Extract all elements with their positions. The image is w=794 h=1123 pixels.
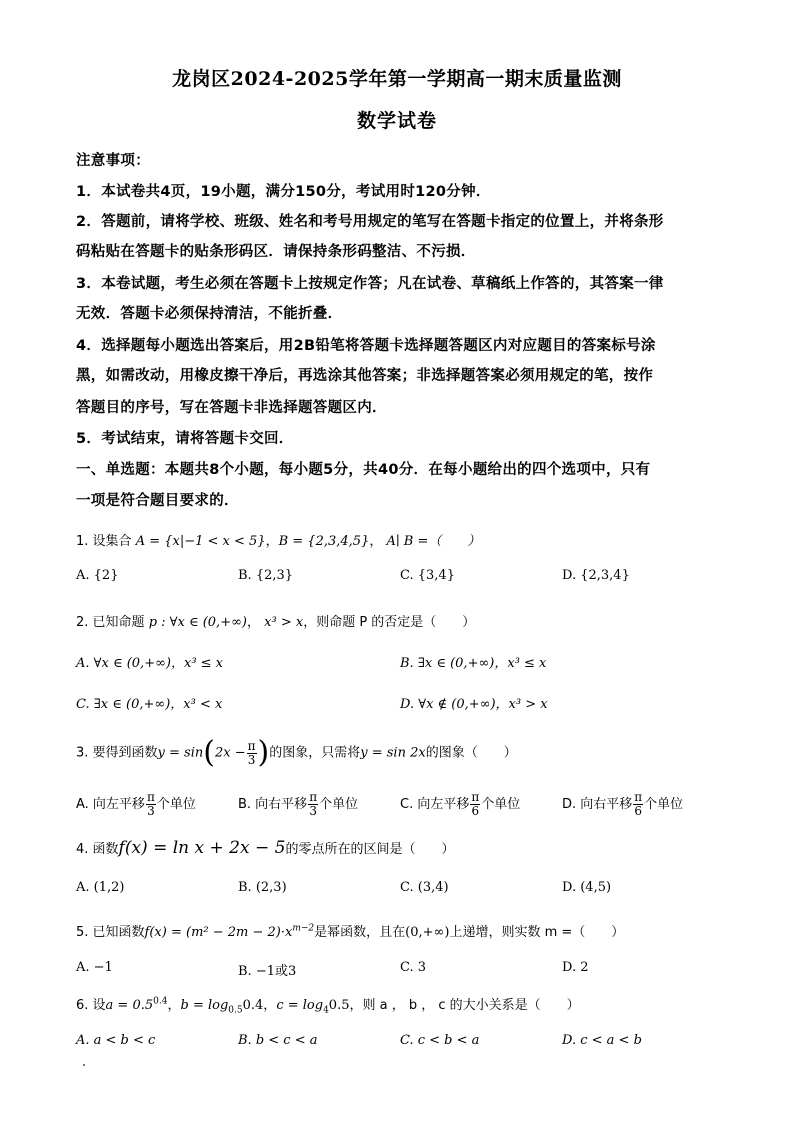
q1-prefix: 1. 设集合: [76, 534, 132, 549]
notice-line-3: 码粘贴在答题卡的贴条形码区．请保持条形码整洁、不污损．: [76, 244, 476, 260]
q5-option-c: C. 3: [400, 960, 427, 975]
q5-option-d: D. 2: [562, 960, 589, 975]
q6-b-expr: b = log: [180, 998, 229, 1013]
q3-option-c-den: 6: [471, 804, 480, 818]
q3-function-2: y = sin 2x: [360, 745, 426, 761]
q5-prefix: 5. 已知函数: [76, 925, 145, 940]
q5-function: f(x) = (m² − 2m − 2)·x: [144, 925, 293, 940]
q3-mid: 的图象，只需将: [269, 745, 361, 761]
notice-line-1: 1．本试卷共4页，19小题，满分150分，考试用时120分钟．: [76, 184, 491, 200]
q4-function: f(x) = ln x + 2x − 5: [118, 838, 286, 858]
q4-prefix: 4. 函数: [76, 842, 119, 857]
question-1: 1. 设集合 A = {x|−1 < x < 5}，B = {2,3,4,5}， A∣ B =（ ）: [76, 534, 481, 549]
q3-prefix: 3. 要得到函数: [76, 745, 158, 761]
exam-title: 龙岗区2024-2025学年第一学期高一期末质量监测: [172, 68, 622, 90]
q2-tail: ，则命题 P 的否定是（ ）: [303, 615, 476, 630]
q3-option-c-post: 个单位: [481, 797, 521, 812]
q3-option-c-pre: C. 向左平移: [400, 797, 470, 812]
q5-interval: (0,+∞): [405, 925, 450, 940]
q3-option-a-pre: A. 向左平移: [76, 797, 145, 812]
q3-option-d-post: 个单位: [644, 797, 684, 812]
q6-option-d: D. c < a < b: [562, 1033, 642, 1048]
q4-option-d: D. (4,5): [562, 880, 612, 895]
q4-option-a: A. (1,2): [76, 880, 125, 895]
question-5: [76, 921, 624, 940]
q5-option-b: B. −1或3: [238, 964, 297, 979]
q3-option-a-post: 个单位: [156, 797, 196, 812]
q3-fraction: [247, 740, 257, 767]
q3-left-paren: (: [203, 735, 215, 770]
q3-option-d-frac: [633, 791, 643, 818]
notice-line-5: 无效．答题卡必须保持清洁，不能折叠．: [76, 306, 343, 322]
notice-line-2: 2．答题前，请将学校、班级、姓名和考号用规定的笔写在答题卡指定的位置上，并将条形: [76, 214, 664, 230]
q6-a-expr: a = 0.5: [105, 998, 154, 1013]
q3-tail: 的图象（ ）: [425, 745, 517, 761]
question-6: 6. 设$a = 0.5^{0.4}$，$b = \log_{0.5}0.4$，$c = \log_40.5$，则 a ， b ， c 的大小关系是（ ）: [76, 996, 580, 1016]
question-3: [76, 735, 517, 770]
q4-option-c: C. (3,4): [400, 880, 449, 895]
q3-option-a-den: 3: [147, 804, 155, 818]
question-2: 2. 已知命题 p : ∀x ∈ (0,+∞)， x³ > x，则命题 P 的否定是（ ）: [76, 615, 476, 630]
q6-c-expr: c = log: [276, 998, 324, 1013]
q3-option-b-den: 3: [309, 804, 317, 818]
q3-option-b-frac: [308, 791, 318, 818]
q6-option-c: C. c < b < a: [400, 1033, 480, 1048]
q4-tail: 的零点所在的区间是（ ）: [285, 842, 455, 857]
q3-option-d: [562, 791, 683, 818]
q1-option-b: B. {2,3}: [238, 568, 294, 583]
q6-a-exponent: 0.4: [153, 996, 168, 1007]
q2-proposition: p : ∀x ∈ (0,+∞): [148, 615, 247, 630]
notice-line-7: 黑，如需改动，用橡皮擦干净后，再选涂其他答案；非选择题答案必须用规定的笔，按作: [76, 368, 654, 384]
q6-option-a: A. a < b < c: [76, 1033, 156, 1048]
q1-option-c: C. {3,4}: [400, 568, 455, 583]
q6-c-arg: 0.5: [328, 998, 350, 1013]
q1-set-b: B = {2,3,4,5}: [278, 534, 370, 549]
q6-option-b: B. b < c < a: [238, 1033, 318, 1048]
q5-tail: 上递增，则实数 m =（ ）: [449, 925, 625, 940]
q3-option-c-num: π: [471, 790, 480, 804]
q5-option-a: A. −1: [76, 960, 113, 975]
exam-subtitle: 数学试卷: [356, 110, 437, 132]
q2-option-c: C. ∃x ∈ (0,+∞)，x³ < x: [76, 697, 223, 712]
q1-option-a: A. {2}: [76, 568, 119, 583]
stray-dot: [83, 1064, 85, 1066]
q2-condition: x³ > x: [264, 615, 304, 630]
q1-set-a: A = {x|−1 < x < 5}: [135, 534, 266, 549]
section-heading-line-2: 一项是符合题目要求的．: [76, 493, 239, 509]
q4-option-b: B. (2,3): [238, 880, 287, 895]
q3-option-a: [76, 791, 196, 818]
q2-option-d: D. ∀x ∉ (0,+∞)，x³ > x: [400, 697, 548, 712]
q6-b-base: 0.5: [228, 1005, 243, 1016]
q3-function: y = sin: [157, 745, 204, 761]
q3-fraction-num: π: [247, 738, 256, 753]
question-4: [76, 838, 454, 858]
q3-option-d-den: 6: [634, 804, 643, 818]
q3-fraction-den: 3: [247, 752, 256, 767]
q1-option-d: D. {2,3,4}: [562, 568, 630, 583]
q3-right-paren: ): [257, 735, 270, 770]
q2-option-b: B. ∃x ∈ (0,+∞)，x³ ≤ x: [400, 656, 547, 671]
q3-option-b-post: 个单位: [319, 797, 359, 812]
q6-tail: ，则 a ， b ， c 的大小关系是（ ）: [349, 998, 580, 1013]
notice-line-6: 4．选择题每小题选出答案后，用2B铅笔将答题卡选择题答题区内对应题目的答案标号涂: [76, 338, 656, 354]
q3-option-b-num: π: [309, 790, 318, 804]
q3-option-d-pre: D. 向右平移: [562, 797, 633, 812]
q6-c-base: 4: [323, 1005, 329, 1016]
q2-prefix: 2. 已知命题: [76, 615, 145, 630]
notice-heading: 注意事项：: [76, 153, 150, 169]
q3-option-a-num: π: [146, 790, 155, 804]
q1-tail: A∣ B =（ ）: [386, 534, 481, 549]
section-heading-line-1: 一、单选题：本题共8个小题，每小题5分，共40分．在每小题给出的四个选项中，只有: [76, 462, 651, 478]
q2-option-a: A. ∀x ∈ (0,+∞)，x³ ≤ x: [76, 656, 224, 671]
q3-option-b-pre: B. 向右平移: [238, 797, 308, 812]
q3-option-d-num: π: [634, 790, 643, 804]
notice-line-8: 答题目的序号，写在答题卡非选择题答题区内．: [76, 400, 387, 416]
q3-option-c: [400, 791, 520, 818]
notice-line-9: 5．考试结束，请将答题卡交回．: [76, 431, 294, 447]
q3-option-c-frac: [470, 791, 480, 818]
q5-exponent: m−2: [292, 923, 315, 934]
q3-option-b: [238, 791, 358, 818]
q5-mid: 是幂函数，且在: [314, 925, 406, 940]
notice-line-4: 3．本卷试题，考生必须在答题卡上按规定作答；凡在试卷、草稿纸上作答的，其答案一律: [76, 276, 664, 292]
q3-option-a-frac: [146, 791, 156, 818]
q6-prefix: 6. 设: [76, 998, 106, 1013]
q3-inner: 2x −: [214, 745, 246, 761]
q6-b-arg: 0.4: [242, 998, 264, 1013]
